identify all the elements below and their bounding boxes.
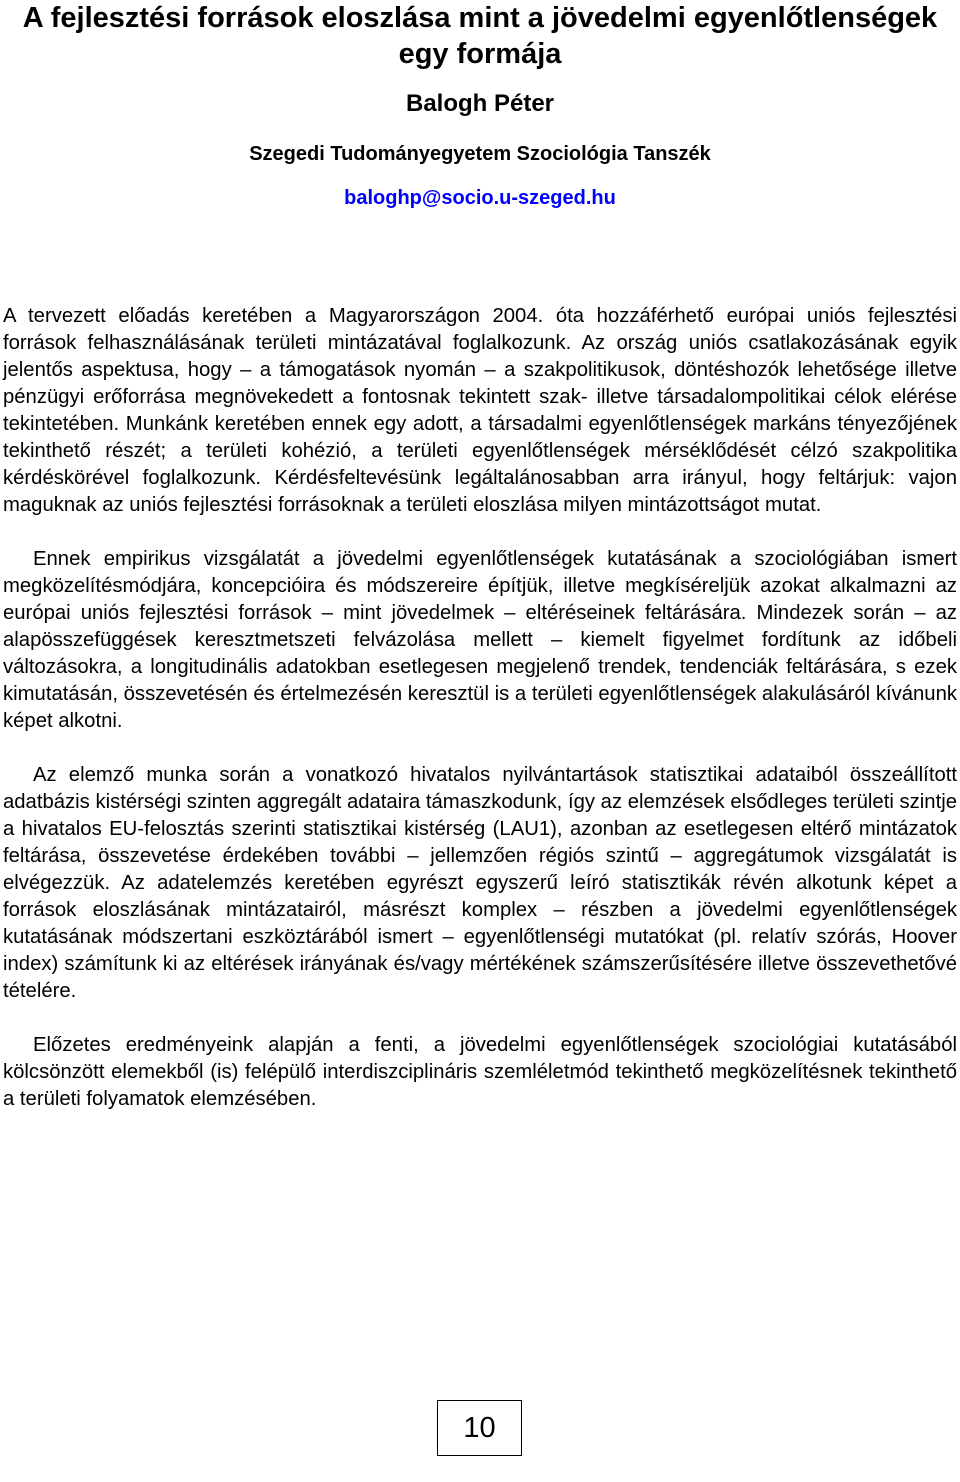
- paragraph-2: Ennek empirikus vizsgálatát a jövedelmi egyenlőtlenségek kutatásának a szociológiában ismert megközelítésmódjára, koncepcióira és módszereire építjük, illetve megkíséreljük azokat alkalmazni az európai uniós fejlesztési források – mint jövedelmek – eltéréseinek feltárására. Mindezek során – az alapösszefüggések keresztmetszeti felvázolása mellett – kiemelt figyelmet fordítunk az időbeli változásokra, a longitudinális adatokban esetlegesen megjelenő trendek, tendenciák feltárására, s ezek kimutatásán, összevetésén és értelmezésén keresztül is a területi egyenlőtlenségek alakulásáról kívánunk képet alkotni.: [3, 548, 957, 732]
- abstract-body: [3, 303, 957, 1140]
- page-number: 10: [437, 1400, 522, 1456]
- paragraph-3: Az elemző munka során a vonatkozó hivatalos nyilvántartások statisztikai adataiból összeállított adatbázis kistérségi szinten aggregált adataira támaszkodunk, így az elemzések elsődleges területi szintje a hivatalos EU-felosztás szerinti statisztikai kistérség (LAU1), azonban az esetlegesen eltérő mintázatok feltárása, összevetése érdekében további – jellemzően régiós szintű – aggregátumok vizsgálatát is elvégezzük. Az adatelemzés keretében egyrészt egyszerű leíró statisztikák révén alkotunk képet a források eloszlásának mintázatairól, másrészt komplex – részben a jövedelmi egyenlőtlenségek kutatásának módszertani eszköztárából ismert – egyenlőtlenségi mutatókat (pl. relatív szórás, Hoover index) számítunk ki az eltérések irányának és/vagy mértékének számszerűsítésére illetve összevethetővé tételére.: [3, 764, 957, 1002]
- author-email: baloghp@socio.u-szeged.hu: [344, 187, 616, 209]
- paragraph-1: A tervezett előadás keretében a Magyarországon 2004. óta hozzáférhető európai uniós fejlesztési források felhasználásának területi mintázatával foglalkozunk. Az ország uniós csatlakozásának egyik jelentős aspektusa, hogy – a támogatások nyomán – a szakpolitikusok, döntéshozók lehetősége illetve pénzügyi erőforrása megnövekedett a fontosnak tekintett szak- illetve társadalompolitikai célok elérése tekintetében. Munkánk keretében ennek egy adott, a társadalmi egyenlőtlenségek markáns tényezőjének tekinthető részét; a területi kohézió, a területi egyenlőtlenségek mérséklődését célzó szakpolitika kérdéskörével foglalkozunk. Kérdésfeltevésünk legáltalánosabban arra irányul, hogy feltárjuk: vajon maguknak az uniós fejlesztési forrásoknak a területi eloszlása milyen mintázottságot mutat.: [3, 305, 957, 516]
- paragraph-4: Előzetes eredményeink alapján a fenti, a jövedelmi egyenlőtlenségek szociológiai kutatásából kölcsönzött elemekből (is) felépülő interdiszciplináris szemléletmód tekinthető megközelítésnek tekinthető a területi folyamatok elemzésében.: [3, 1034, 957, 1110]
- author-affiliation: Szegedi Tudományegyetem Szociológia Tanszék: [249, 143, 711, 165]
- author-name: Balogh Péter: [405, 90, 555, 117]
- document-title: A fejlesztési források eloszlása mint a jövedelmi egyenlőtlenségek egy formája: [22, 2, 938, 70]
